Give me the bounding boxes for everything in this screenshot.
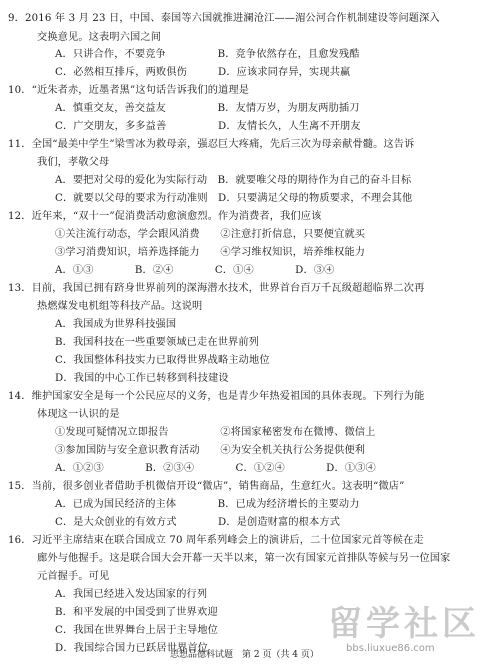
text-line: B．和平发展的中国受到了世界欢迎 [55, 607, 218, 618]
text-line: A．我国成为世界科技强国 [55, 319, 177, 330]
text-line: 12．近年来，“双十一”促消费活动愈演愈烈。作为消费者，我们应该 [8, 211, 322, 222]
text-line: 16．习近平主席结束在联合国成立 70 周年系列峰会上的演讲后，二十位国家元首等候在走 [8, 535, 424, 546]
watermark-logo [328, 596, 490, 668]
text-line: D．我国综合国力已跃居世界首位 [55, 643, 209, 654]
text-line: 13．目前，我国已拥有跻身世界前列的深海潜水技术，世界首台百万千瓦级超超临界二次再 [8, 283, 425, 294]
text-line: C．我国整体科技实力已取得世界战略主动地位 [55, 355, 270, 366]
text-line: 14．维护国家安全是每一个公民应尽的义务，也是青少年热爱祖国的具体表现。下列行为能 [8, 391, 425, 402]
text-line: 15．当前，很多创业者借助手机微信开设“微店”，销售商品，生意红火。这表明“微店” [8, 481, 405, 492]
text-line: 9．2016 年 3 月 23 日，中国、泰国等六国就推进澜沧江——湄公河合作机制建设等问题深入 [8, 13, 440, 24]
text-line: 交换意见。这表明六国之间 [37, 32, 162, 43]
text-line: A．要把对父母的爱化为实际行动 B．就要唯父母的期待作为自己的奋斗目标 [55, 175, 412, 186]
text-line: C．是大众创业的有效方式 D．是创造财富的根本方式 [55, 517, 341, 528]
text-line: 体现这一认识的是 [37, 409, 120, 420]
text-line: A．只讲合作，不要竞争 B．竞争依然存在，且愈发残酷 [55, 49, 360, 60]
text-line: 廊外与他握手。这是联合国大会开幕一天半以来，第一次有国家元首排队等候与另一位国家 [37, 553, 451, 564]
watermark-text: 留学社区 [328, 604, 480, 644]
text-line: 我们，孝敬父母 [37, 157, 110, 168]
text-line: A．已成为国民经济的主体 B．已成为经济增长的主要动力 [55, 499, 360, 510]
text-line: 10．“近朱者赤，近墨者黑”这句话告诉我们的道理是 [8, 85, 250, 96]
text-line: C．广交朋友，多多益善 D．友情长久，人生离不开朋友 [55, 121, 361, 132]
text-line: B．我国科技在一些重要领域已走在世界前列 [55, 337, 260, 348]
watermark-url: bbs.liuxue86.com [346, 643, 435, 654]
text-line: ①发现可疑情况立即报告 ②将国家秘密发布在微博、微信上 [55, 427, 376, 438]
page-footer: 思想品德科试题 第 2 页（共 4 页） [170, 650, 319, 660]
text-line: 11．全国“最美中学生”梁雪冰为救母亲，强忍巨大疼痛，先后三次为母亲献骨髓。这告诉 [8, 139, 415, 150]
text-line: A．①③ B．②④ C．①④ D．③④ [55, 265, 335, 276]
text-line: A．我国已经进入发达国家的行列 [55, 589, 208, 600]
text-line: ①关注流行动态，学会跟风消费 ②注意打折信息，只要便宜就买 [55, 229, 366, 240]
text-line: D．我国的中心工作已转移到科技建设 [55, 373, 229, 384]
text-line: 热燃煤发电机组等科技产品。这说明 [37, 301, 203, 312]
text-line: 元首握手。可见 [37, 571, 110, 582]
text-line: C．就要以父母的要求为行动准则 D．只要满足父母的物质要求，不理会其他 [55, 193, 413, 204]
text-line: A．①②③ B．②③④ C．①②④ D．①③④ [55, 463, 376, 474]
text-line: A．慎重交友，善交益友 B．友情万岁，为朋友两肋插刀 [55, 103, 360, 114]
text-line: C．必然相互排斥，两败俱伤 D．应该求同存异，实现共赢 [55, 67, 351, 78]
text-line: C．我国在世界舞台上居于主导地位 [55, 625, 219, 636]
text-line: ③参加国防与安全意识教育活动 ④为安全机关执行公务提供便利 [55, 445, 366, 456]
text-line: ③学习消费知识，培养选择能力 ④学习维权知识，培养维权能力 [55, 247, 366, 258]
